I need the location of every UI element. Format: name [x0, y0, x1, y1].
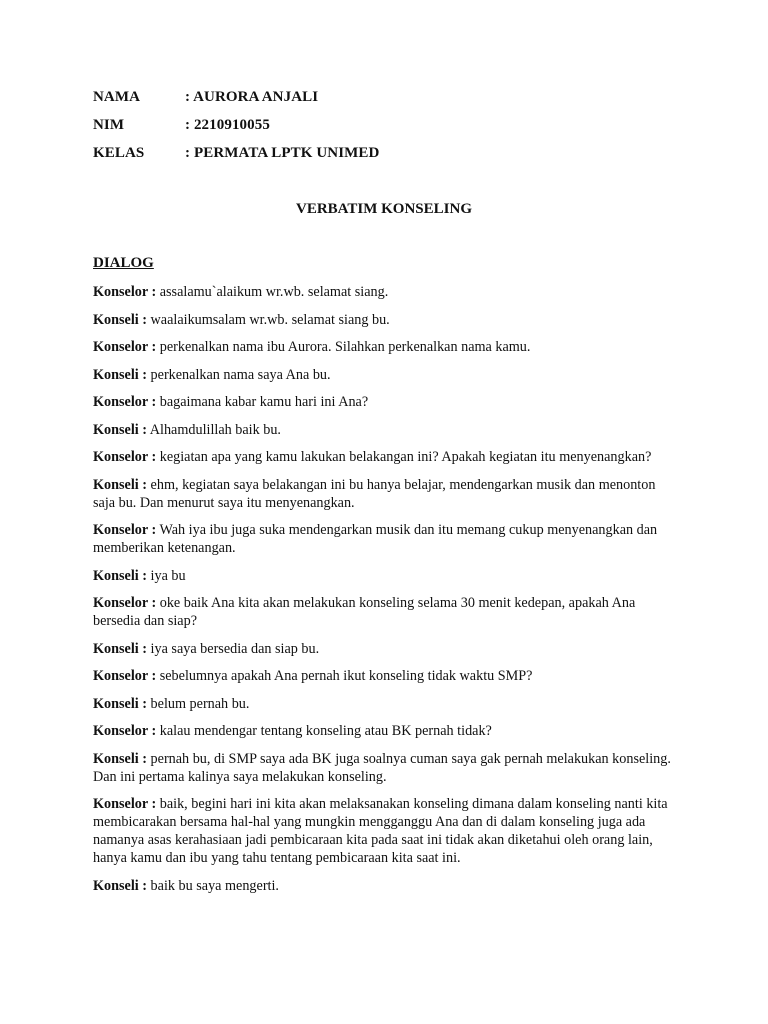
utterance-text: Alhamdulillah baik bu.	[147, 421, 281, 438]
utterance-text: pernah bu, di SMP saya ada BK juga soalnya cuman saya gak pernah melakukan konseling. Dan ini pertama kalinya saya melakukan konseling.	[93, 750, 671, 785]
utterance-text: baik bu saya mengerti.	[147, 877, 279, 894]
dialog-line	[93, 338, 673, 356]
speaker-label: Konseli :	[93, 476, 147, 493]
dialog-line	[93, 722, 673, 740]
dialog-line	[93, 421, 673, 439]
speaker-label: Konseli :	[93, 567, 147, 584]
dialog-line	[93, 283, 673, 301]
utterance-text: bagaimana kabar kamu hari ini Ana?	[156, 394, 369, 410]
speaker-label: Konselor :	[93, 339, 157, 355]
info-label: NAMA	[93, 89, 141, 105]
info-label: NIM	[93, 117, 125, 133]
utterance-text: assalamu`alaikum wr.wb. selamat siang.	[156, 284, 389, 300]
info-value: : 2210910055	[185, 117, 270, 133]
dialog-line	[93, 393, 673, 411]
utterance-text: kalau mendengar tentang konseling atau BK pernah tidak?	[156, 723, 492, 739]
speaker-label: Konselor :	[93, 796, 157, 812]
utterance-text: perkenalkan nama ibu Aurora. Silahkan perkenalkan nama kamu.	[156, 339, 531, 355]
speaker-label: Konseli :	[93, 421, 147, 438]
speaker-label: Konselor :	[93, 668, 157, 684]
speaker-label: Konseli :	[93, 695, 147, 712]
dialog-line	[93, 640, 673, 658]
utterance-text: Wah iya ibu juga suka mendengarkan musik dan itu memang cukup menyenangkan dan memberikan ketenangan.	[93, 522, 658, 556]
dialog-line	[93, 521, 673, 557]
speaker-label: Konselor :	[93, 284, 157, 300]
info-value: : PERMATA LPTK UNIMED	[185, 145, 380, 161]
speaker-label: Konseli :	[93, 877, 147, 894]
utterance-text: baik, begini hari ini kita akan melaksanakan konseling dimana dalam konseling nanti kita membicarakan bersama hal-hal yang mungkin mengganggu Ana dan di dalam konseling juga ada namanya asas kerahasiaan jadi pembicaraan kita pada saat ini tidak akan diketahui oleh orang lain, hanya kamu dan ibu yang tahu tentang pembicaraan kita saat ini.	[93, 796, 668, 866]
dialog-list	[93, 283, 673, 904]
speaker-label: Konseli :	[93, 311, 147, 328]
dialog-line	[93, 567, 673, 585]
utterance-text: oke baik Ana kita akan melakukan konseling selama 30 menit kedepan, apakah Ana bersedia dan siap?	[93, 595, 636, 629]
speaker-label: Konselor :	[93, 723, 157, 739]
utterance-text: ehm, kegiatan saya belakangan ini bu hanya belajar, mendengarkan musik dan menonton saja bu. Dan menurut saya itu menyenangkan.	[93, 476, 656, 511]
speaker-label: Konselor :	[93, 522, 157, 538]
utterance-text: belum pernah bu.	[147, 695, 250, 712]
dialog-line	[93, 476, 673, 512]
speaker-label: Konselor :	[93, 595, 157, 611]
info-value: : AURORA ANJALI	[185, 89, 319, 105]
dialog-line	[93, 594, 673, 630]
utterance-text: kegiatan apa yang kamu lakukan belakangan ini? Apakah kegiatan itu menyenangkan?	[156, 449, 652, 465]
speaker-label: Konseli :	[93, 366, 147, 383]
dialog-line	[93, 795, 673, 867]
speaker-label: Konselor :	[93, 449, 157, 465]
speaker-label: Konseli :	[93, 750, 147, 767]
dialog-line	[93, 366, 673, 384]
utterance-text: sebelumnya apakah Ana pernah ikut konseling tidak waktu SMP?	[156, 668, 533, 684]
utterance-text: iya bu	[147, 567, 186, 584]
speaker-label: Konselor :	[93, 394, 157, 410]
dialog-line	[93, 750, 673, 786]
dialog-line	[93, 448, 673, 466]
section-heading: DIALOG	[93, 255, 154, 271]
dialog-line	[93, 877, 673, 895]
dialog-line	[93, 311, 673, 329]
utterance-text: perkenalkan nama saya Ana bu.	[147, 366, 331, 383]
dialog-line	[93, 695, 673, 713]
dialog-line	[93, 667, 673, 685]
info-label: KELAS	[93, 145, 145, 161]
utterance-text: iya saya bersedia dan siap bu.	[147, 640, 320, 657]
document-title: VERBATIM KONSELING	[295, 201, 472, 217]
speaker-label: Konseli :	[93, 640, 147, 657]
utterance-text: waalaikumsalam wr.wb. selamat siang bu.	[147, 311, 390, 328]
